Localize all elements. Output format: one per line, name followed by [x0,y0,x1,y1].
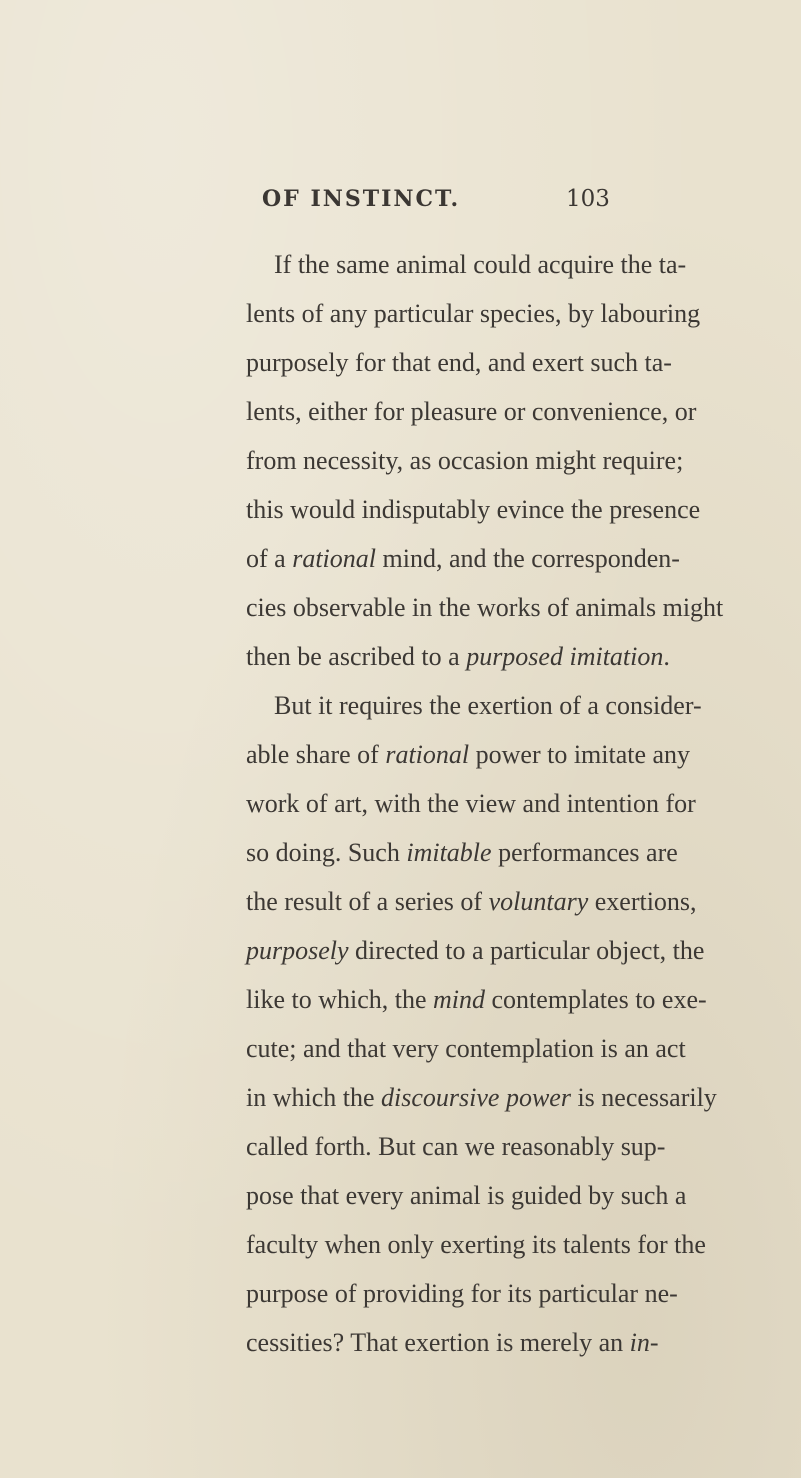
italic-text: purposed imitation [466,642,664,671]
italic-text: rational [292,544,376,573]
text-line: able share of rational power to imitate any [246,740,691,769]
italic-text: voluntary [488,887,589,916]
running-head [0,186,801,220]
text-line: in which the discoursive power is necessarily [246,1083,717,1112]
italic-text: imitable [406,838,492,867]
text-line: lents of any particular species, by labouring [246,299,701,328]
text-line: the result of a series of voluntary exertions, [246,887,697,916]
page-number: 103 [566,186,610,212]
italic-text: rational [385,740,470,769]
text-line: this would indisputably evince the presence [246,495,701,524]
text-line: faculty when only exerting its talents for the [246,1230,706,1259]
text-line: purpose of providing for its particular ne- [246,1279,678,1308]
text-line: then be ascribed to a purposed imitation. [246,642,670,671]
italic-text: discoursive power [381,1083,571,1112]
text-line: called forth. But can we reasonably sup- [246,1132,666,1161]
text-line: purposely directed to a particular object, the [246,936,705,965]
italic-text: purposely [246,936,349,965]
text-line: of a rational mind, and the corresponden- [246,544,680,573]
italic-text: mind [433,985,486,1014]
text-line: purposely for that end, and exert such ta- [246,348,672,377]
italic-text: in- [629,1328,659,1357]
text-line: But it requires the exertion of a consider- [274,691,702,720]
running-head-title: OF INSTINCT. [262,186,461,212]
text-line: cute; and that very contemplation is an act [246,1034,686,1063]
text-line: lents, either for pleasure or convenience, or [246,397,697,426]
text-line: pose that every animal is guided by such a [246,1181,687,1210]
text-line: like to which, the mind contemplates to exe- [246,985,707,1014]
text-line: If the same animal could acquire the ta- [274,250,687,279]
body-text [246,240,724,1367]
text-line: so doing. Such imitable performances are [246,838,678,867]
text-line: work of art, with the view and intention for [246,789,696,818]
text-line: cessities? That exertion is merely an in- [246,1328,659,1357]
text-line: cies observable in the works of animals might [246,593,724,622]
text-line: from necessity, as occasion might require; [246,446,684,475]
